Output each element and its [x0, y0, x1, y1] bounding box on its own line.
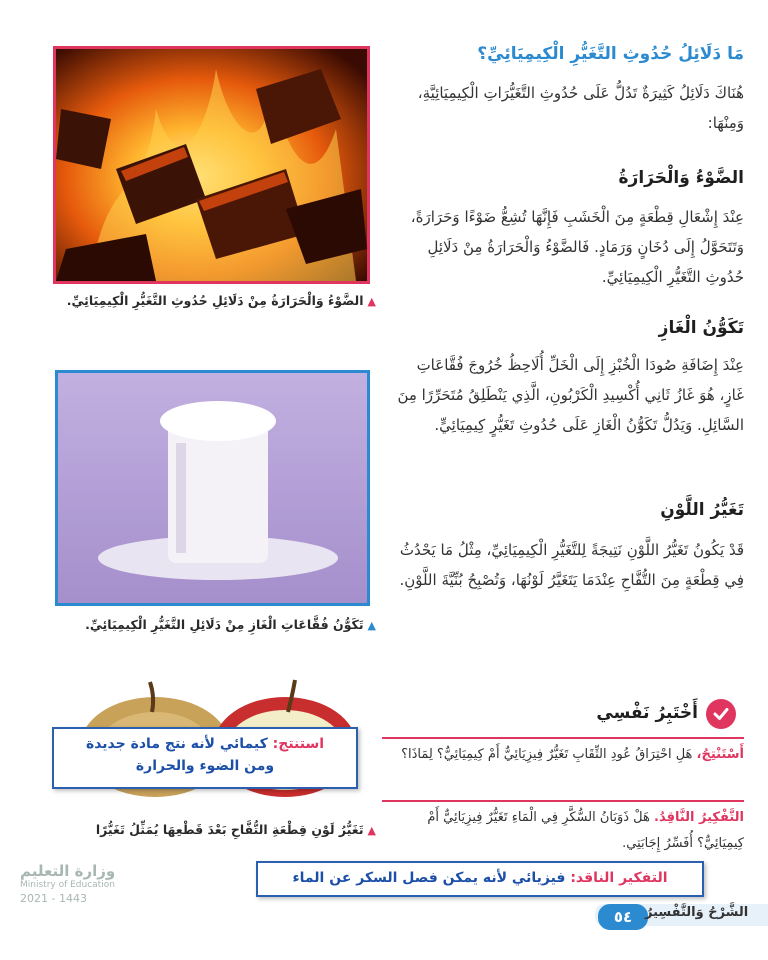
ministry-name-en: Ministry of Education — [20, 880, 115, 890]
question-critical — [382, 805, 744, 857]
caption-triangle-icon: ▲ — [367, 619, 376, 632]
self-check-title: أَخْتَبِرُ نَفْسِي — [596, 703, 698, 723]
question-text: هَلِ احْتِرَاقُ عُودِ الثِّقَابِ تَغَيُّرٌ فِيزِيَائِيٌّ أَمْ كِيمِيَائِيٌّ؟ لِمَاذَا؟ — [401, 747, 693, 762]
question-divider — [382, 737, 744, 739]
foam-photo — [55, 370, 370, 606]
answer-box-critical — [256, 861, 704, 897]
fire-photo — [53, 46, 370, 284]
section-text-gas: عِنْدَ إِضَافَةِ صُودَا الْخُبْزِ إِلَى الْخَلِّ أُلَاحِظُ خُرُوجَ فُقَّاعَاتِ غَازٍ، هُوَ غَازُ ثَانِي أُكْسِيدِ الْكَرْبُونِ، الَّذِي يَنْطَلِقُ مُتَحَرِّرًا مِنَ السَّائِلِ. وَيَدُلُّ تَكَوُّنُ الْغَازِ عَلَى حُدُوثِ تَغَيُّرٍ كِيمِيَائِيٍّ. — [397, 356, 744, 434]
ministry-year: 2021 - 1443 — [20, 892, 87, 905]
fire-caption: ▲الضَّوْءُ وَالْحَرَارَةُ مِنْ دَلَائِلِ حُدُوثِ التَّغَيُّرِ الْكِيمِيَائِيِّ. — [66, 293, 376, 308]
page-number: ٥٤ — [598, 904, 648, 930]
page-title: مَا دَلَائِلُ حُدُوثِ التَّغَيُّرِ الْكِيمِيَائِيِّ؟ — [477, 44, 744, 64]
section-title-gas: تَكَوُّنُ الْغَازِ — [658, 318, 744, 338]
section-text-color: قَدْ يَكُونُ تَغَيُّرُ اللَّوْنِ نَتِيجَةً لِلتَّغَيُّرِ الْكِيمِيَائِيِّ، مِثْلُ مَا يَحْدُثُ فِي قِطْعَةٍ مِنَ التُّفَّاحِ عِنْدَمَا يَتَغَيَّرُ لَوْنُهَا، وَتُصْبِحُ بُنِّيَّةَ اللَّوْنِ. — [399, 541, 744, 589]
question-label: أَسْتَنْتِجُ، — [696, 747, 744, 762]
section-text-light-heat: عِنْدَ إِشْعَالِ قِطْعَةٍ مِنَ الْخَشَبِ فَإِنَّهَا تُشِعُّ ضَوْءًا وَحَرَارَةً، وَتَتَحَوَّلُ إِلَى دُخَانٍ وَرَمَادٍ. فَالضَّوْءُ وَالْحَرَارَةُ مِنْ دَلَائِلِ حُدُوثِ التَّغَيُّرِ الْكِيمِيَائِيِّ. — [410, 208, 744, 286]
question-deduce — [382, 742, 744, 768]
answer-label: استنتج: — [272, 736, 325, 752]
intro-paragraph: هُنَاكَ دَلَائِلُ كَثِيرَةٌ تَدُلُّ عَلَى حُدُوثِ التَّغَيُّرَاتِ الْكِيمِيَائِيَّةِ، وَمِنْهَا: — [417, 84, 744, 132]
section-title-color: تَغَيُّرُ اللَّوْنِ — [660, 500, 744, 520]
question-text: هَلْ ذَوَبَانُ السُّكَّرِ فِي الْمَاءِ تَغَيُّرٌ فِيزِيَائِيٌّ أَمْ كِيمِيَائِيٌّ؟ أُفَسِّرُ إِجَابَتِي. — [427, 810, 744, 851]
answer-text: فيزيائي لأنه يمكن فصل السكر عن الماء — [292, 870, 566, 886]
answer-box-deduce — [52, 727, 358, 789]
answer-text: كيمائي لأنه نتج مادة جديدة — [85, 736, 268, 752]
apples-caption: ▲تَغَيُّرُ لَوْنِ قِطْعَةِ التُّفَّاحِ بَعْدَ قَطْعِهَا يُمَثِّلُ تَغَيُّرًا — [95, 822, 376, 837]
question-divider — [382, 800, 744, 802]
answer-label: التفكير الناقد: — [570, 870, 668, 886]
answer-text-line2: ومن الضوء والحرارة — [135, 758, 275, 774]
section-title-light-heat: الضَّوْءُ وَالْحَرَارَةُ — [618, 168, 744, 188]
question-label: التَّفْكِيرُ النَّاقِدُ. — [654, 810, 744, 825]
checkmark-icon — [706, 699, 736, 729]
ministry-name: وزارة التعليم — [20, 862, 116, 880]
caption-triangle-icon: ▲ — [367, 824, 376, 837]
ministry-watermark — [20, 864, 115, 906]
foam-caption: ▲تَكَوُّنُ فُقَّاعَاتِ الْغَازِ مِنْ دَلَائِلِ التَّغَيُّرِ الْكِيمِيَائِيِّ. — [85, 617, 376, 632]
caption-triangle-icon: ▲ — [367, 295, 376, 308]
footer-section-title: الشَّرْحُ وَالتَّفْسِيرُ — [645, 905, 749, 920]
